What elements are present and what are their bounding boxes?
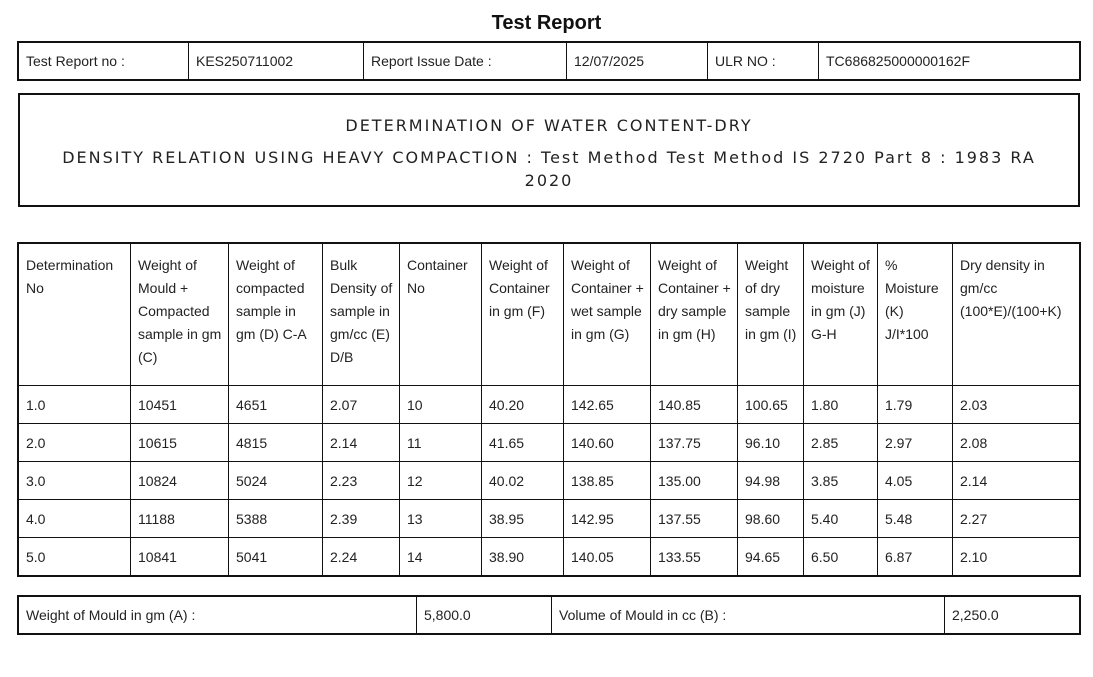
table-cell: 40.02 bbox=[482, 462, 564, 500]
table-cell: 2.07 bbox=[323, 386, 400, 424]
column-header: Weight of moisture in gm (J) G-H bbox=[804, 244, 878, 386]
mould-info-table bbox=[18, 596, 1080, 634]
table-cell: 1.0 bbox=[19, 386, 131, 424]
table-cell: 40.20 bbox=[482, 386, 564, 424]
table-cell: 2.14 bbox=[323, 424, 400, 462]
table-cell: 6.87 bbox=[878, 538, 953, 576]
column-header: Weight of Container in gm (F) bbox=[482, 244, 564, 386]
compaction-data-table bbox=[18, 243, 1080, 576]
table-cell: 3.85 bbox=[804, 462, 878, 500]
issue-date-value: 12/07/2025 bbox=[567, 43, 708, 80]
table-cell: 6.50 bbox=[804, 538, 878, 576]
table-cell: 98.60 bbox=[738, 500, 804, 538]
column-header: Dry density in gm/cc (100*E)/(100+K) bbox=[953, 244, 1080, 386]
table-cell: 2.27 bbox=[953, 500, 1080, 538]
table-cell: 2.08 bbox=[953, 424, 1080, 462]
table-cell: 11188 bbox=[131, 500, 229, 538]
table-cell: 2.0 bbox=[19, 424, 131, 462]
table-cell: 2.24 bbox=[323, 538, 400, 576]
table-cell: 14 bbox=[400, 538, 482, 576]
table-cell: 1.79 bbox=[878, 386, 953, 424]
method-line-1: DETERMINATION OF WATER CONTENT-DRY bbox=[345, 116, 753, 135]
table-cell: 10824 bbox=[131, 462, 229, 500]
table-cell: 140.85 bbox=[651, 386, 738, 424]
table-cell: 2.14 bbox=[953, 462, 1080, 500]
column-header: Weight of Container + wet sample in gm (G) bbox=[564, 244, 651, 386]
table-cell: 11 bbox=[400, 424, 482, 462]
mould-weight-value: 5,800.0 bbox=[417, 597, 552, 634]
column-header: Determination No bbox=[19, 244, 131, 386]
table-cell: 142.65 bbox=[564, 386, 651, 424]
table-cell: 3.0 bbox=[19, 462, 131, 500]
table-cell: 137.75 bbox=[651, 424, 738, 462]
table-cell: 94.65 bbox=[738, 538, 804, 576]
table-cell: 5.40 bbox=[804, 500, 878, 538]
column-header: Weight of dry sample in gm (I) bbox=[738, 244, 804, 386]
table-body bbox=[19, 386, 1080, 576]
table-cell: 140.60 bbox=[564, 424, 651, 462]
column-header: Weight of Mould + Compacted sample in gm (C) bbox=[131, 244, 229, 386]
table-cell: 96.10 bbox=[738, 424, 804, 462]
table-cell: 138.85 bbox=[564, 462, 651, 500]
table-cell: 4.0 bbox=[19, 500, 131, 538]
column-header: Container No bbox=[400, 244, 482, 386]
column-header: Weight of Container + dry sample in gm (H) bbox=[651, 244, 738, 386]
table-cell: 5.48 bbox=[878, 500, 953, 538]
table-cell: 137.55 bbox=[651, 500, 738, 538]
table-cell: 133.55 bbox=[651, 538, 738, 576]
ulr-label: ULR NO : bbox=[708, 43, 819, 80]
table-row bbox=[19, 500, 1080, 538]
table-cell: 1.80 bbox=[804, 386, 878, 424]
table-cell: 2.39 bbox=[323, 500, 400, 538]
table-cell: 140.05 bbox=[564, 538, 651, 576]
table-cell: 41.65 bbox=[482, 424, 564, 462]
table-row bbox=[19, 538, 1080, 576]
column-header: % Moisture (K) J/I*100 bbox=[878, 244, 953, 386]
table-cell: 135.00 bbox=[651, 462, 738, 500]
table-cell: 2.97 bbox=[878, 424, 953, 462]
mould-volume-value: 2,250.0 bbox=[945, 597, 1080, 634]
report-no-label: Test Report no : bbox=[19, 43, 189, 80]
table-cell: 4651 bbox=[229, 386, 323, 424]
mould-volume-label: Volume of Mould in cc (B) : bbox=[552, 597, 945, 634]
method-line-2: DENSITY RELATION USING HEAVY COMPACTION : Test Method Test Method IS 2720 Part 8 : 1983 RA 2020 bbox=[62, 148, 1036, 190]
table-cell: 5041 bbox=[229, 538, 323, 576]
table-cell: 13 bbox=[400, 500, 482, 538]
table-cell: 2.85 bbox=[804, 424, 878, 462]
table-cell: 10 bbox=[400, 386, 482, 424]
table-cell: 38.90 bbox=[482, 538, 564, 576]
table-cell: 142.95 bbox=[564, 500, 651, 538]
test-method-box bbox=[18, 93, 1080, 207]
table-cell: 100.65 bbox=[738, 386, 804, 424]
column-header: Weight of compacted sample in gm (D) C-A bbox=[229, 244, 323, 386]
table-cell: 10615 bbox=[131, 424, 229, 462]
table-row bbox=[19, 424, 1080, 462]
report-no-value: KES250711002 bbox=[189, 43, 364, 80]
table-cell: 10451 bbox=[131, 386, 229, 424]
table-cell: 5388 bbox=[229, 500, 323, 538]
ulr-value: TC686825000000162F bbox=[819, 43, 1080, 80]
table-cell: 2.23 bbox=[323, 462, 400, 500]
table-cell: 38.95 bbox=[482, 500, 564, 538]
table-cell: 2.03 bbox=[953, 386, 1080, 424]
table-cell: 2.10 bbox=[953, 538, 1080, 576]
table-cell: 4815 bbox=[229, 424, 323, 462]
table-row bbox=[19, 462, 1080, 500]
mould-weight-label: Weight of Mould in gm (A) : bbox=[19, 597, 417, 634]
column-header: Bulk Density of sample in gm/cc (E) D/B bbox=[323, 244, 400, 386]
table-cell: 5024 bbox=[229, 462, 323, 500]
table-header-row bbox=[19, 244, 1080, 386]
table-cell: 5.0 bbox=[19, 538, 131, 576]
table-cell: 12 bbox=[400, 462, 482, 500]
table-cell: 94.98 bbox=[738, 462, 804, 500]
table-cell: 10841 bbox=[131, 538, 229, 576]
table-cell: 4.05 bbox=[878, 462, 953, 500]
table-row bbox=[19, 386, 1080, 424]
report-title: Test Report bbox=[491, 12, 602, 34]
issue-date-label: Report Issue Date : bbox=[364, 43, 567, 80]
report-header-table bbox=[18, 42, 1080, 80]
